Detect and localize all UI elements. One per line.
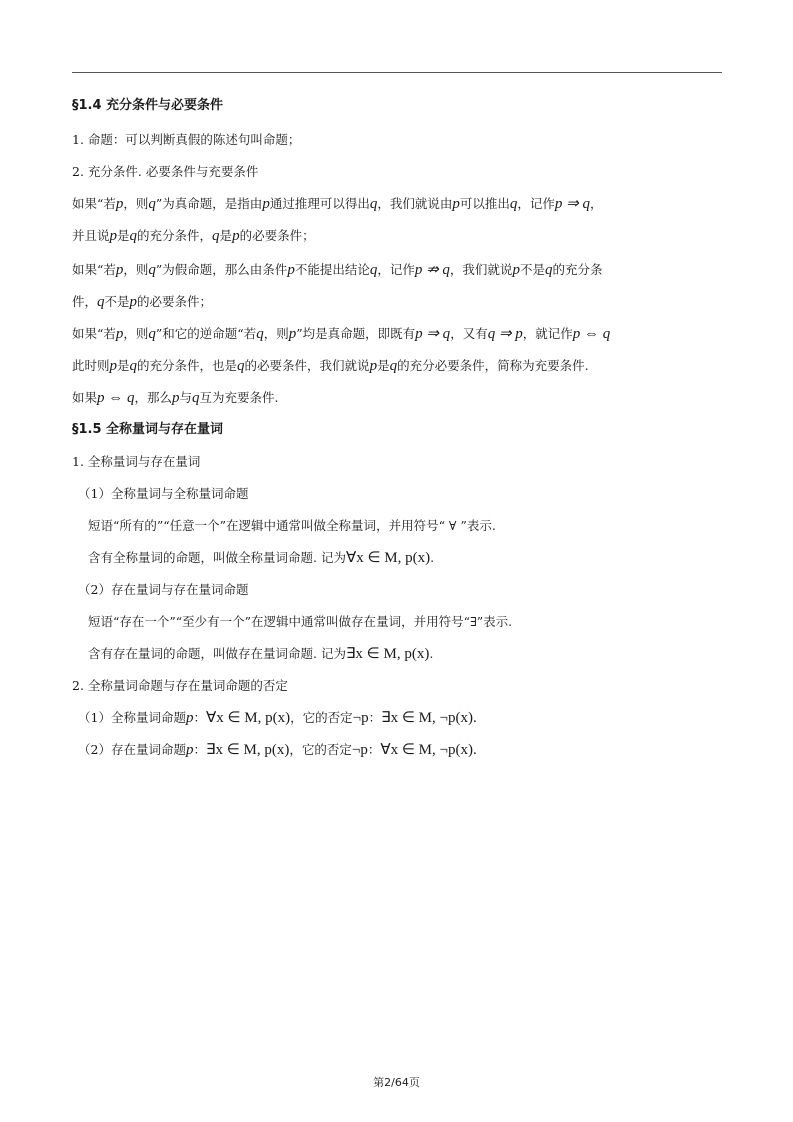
definition-proposition: 1. 命题：可以判断真假的陈述句叫命题； <box>72 132 301 147</box>
subheading-universal: （1）全称量词与全称量词命题 <box>78 486 249 501</box>
negation-existential: （2）存在量词命题p：∃x ∈ M, p(x)，它的否定¬p：∀x ∈ M, ¬p(x). <box>78 742 477 758</box>
subheading-conditions: 2. 充分条件. 必要条件与充要条件 <box>72 164 259 179</box>
paragraph-necessary-sufficient-line-2: 此时则p是q的充分条件，也是q的必要条件，我们就说p是q的充分必要条件，简称为充要条件. <box>72 358 589 374</box>
section-heading-1-4: §1.4 充分条件与必要条件 <box>72 98 224 113</box>
paragraph-not-sufficient-line-2: 件，q不是p的必要条件； <box>72 294 213 310</box>
universal-proposition-definition: 含有全称量词的命题，叫做全称量词命题. 记为∀x ∈ M, p(x). <box>88 550 435 566</box>
section-heading-1-5: §1.5 全称量词与存在量词 <box>72 422 224 437</box>
paragraph-equivalence: 如果p ⇔ q，那么p与q互为充要条件. <box>72 390 279 406</box>
subheading-negation: 2. 全称量词命题与存在量词命题的否定 <box>72 678 288 693</box>
paragraph-sufficient-line-2: 并且说p是q的充分条件，q是p的必要条件； <box>72 228 315 244</box>
paragraph-not-sufficient-line-1: 如果“若p，则q”为假命题，那么由条件p不能提出结论q，记作p ⇏ q，我们就说p不是q的充分条 <box>72 262 603 278</box>
subheading-quantifiers: 1. 全称量词与存在量词 <box>72 454 201 469</box>
existential-proposition-definition: 含有存在量词的命题，叫做存在量词命题. 记为∃x ∈ M, p(x). <box>88 646 434 662</box>
universal-quantifier-text: 短语“所有的”“任意一个”在逻辑中通常叫做全称量词，并用符号“ ∀ ”表示. <box>88 518 496 533</box>
page-number: 第2/64页 <box>373 1076 420 1089</box>
negation-universal: （1）全称量词命题p：∀x ∈ M, p(x)，它的否定¬p：∃x ∈ M, ¬p(x). <box>78 710 477 726</box>
existential-quantifier-text: 短语“存在一个”“至少有一个”在逻辑中通常叫做存在量词，并用符号“∃”表示. <box>88 614 513 629</box>
subheading-existential: （2）存在量词与存在量词命题 <box>78 582 249 597</box>
paragraph-necessary-sufficient-line-1: 如果“若p，则q”和它的逆命题“若q，则p”均是真命题，即既有p ⇒ q，又有q ⇒ p，就记作p ⇔ q <box>72 326 611 342</box>
paragraph-sufficient-line-1: 如果“若p，则q”为真命题，是指由p通过推理可以得出q，我们就说由p可以推出q，记作p ⇒ q， <box>72 196 603 212</box>
header-rule <box>72 72 722 73</box>
